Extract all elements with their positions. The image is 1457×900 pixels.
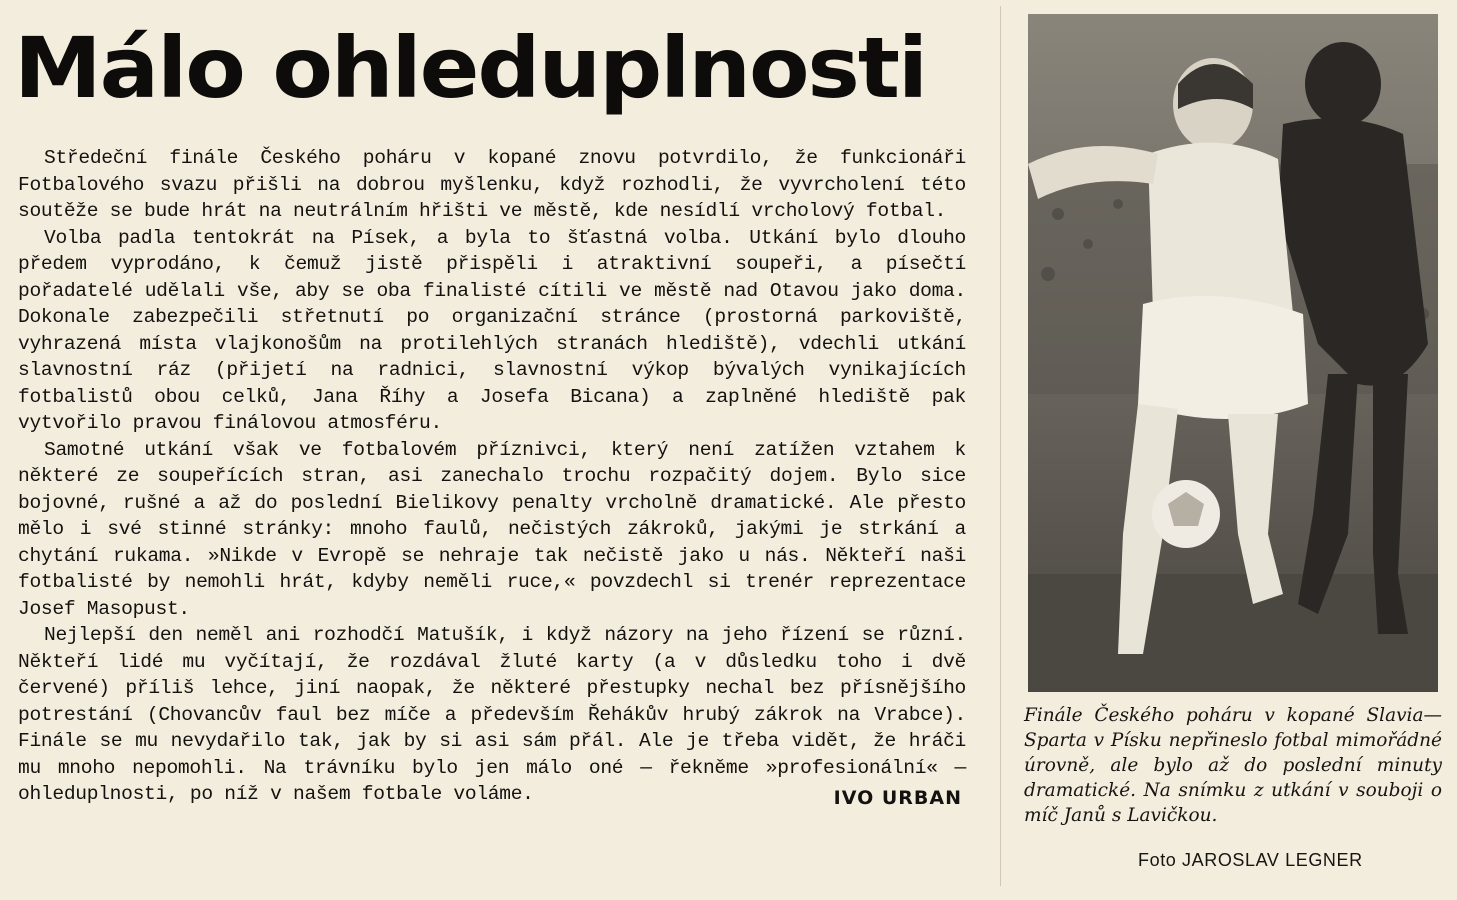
article-body <box>18 145 966 808</box>
article-paragraph: Volba padla tentokrát na Písek, a byla to šťastná volba. Utkání bylo dlouho předem vyprodáno, k čemuž jistě přispěli i atraktivní soupeři, a písečtí pořadatelé udělali vše, aby se oba finalisté cítili ve městě nad Otavou jako doma. Dokonale zabezpečili střetnutí po organizační stránce (prostorná parkoviště, vyhrazená místa vlajkonošům na protilehlých stranách hlediště), vdechli utkání slavnostní ráz (přijetí na radnici, slavnostní výkop bývalých vynikajících fotbalistů obou celků, Jana Říhy a Josefa Bicana) a zaplněné hlediště pak vytvořilo pravou finálovou atmosféru. <box>18 226 966 434</box>
photo-credit: Foto JAROSLAV LEGNER <box>1138 850 1363 870</box>
article-paragraph: Středeční finále Českého poháru v kopané znovu potvrdilo, že funkcionáři Fotbalového svazu přišli na dobrou myšlenku, když rozhodli, že vyvrcholení této soutěže se bude hrát na neutrálním hřišti ve městě, kde nesídlí vrcholový fotbal. <box>18 147 966 222</box>
match-photo <box>1028 14 1438 692</box>
photo-caption: Finále Českého poháru v kopané Slavia—Sparta v Písku nepřineslo fotbal mimořádné úrovně, ale bylo až do poslední minuty dramatické. Na snímku z utkání v souboji o míč Janů s Lavičkou. <box>1024 705 1442 826</box>
football-players-illustration <box>1028 14 1438 692</box>
article-paragraph: Samotné utkání však ve fotbalovém příznivci, který není zatížen vztahem k některé ze soupeřících stran, asi zanechalo trochu rozpačitý dojem. Bylo sice bojovné, rušné a až do poslední Bielikovy penalty vrcholně dramatické. Ale přesto mělo i své stinné stránky: mnoho faulů, nečistých zákroků, jakými je strkání a chytání rukama. »Nikde v Evropě se nehraje tak nečistě jako u nás. Někteří naši fotbalisté by nemohli hrát, kdyby neměli ruce,« povzdechl si trenér reprezentace Josef Masopust. <box>18 438 966 620</box>
column-divider <box>1000 6 1001 886</box>
headline: Málo ohleduplnosti <box>14 19 927 117</box>
author-byline: IVO URBAN <box>833 787 962 809</box>
article-paragraph: Nejlepší den neměl ani rozhodčí Matušík, i když názory na jeho řízení se různí. Někteří lidé mu vyčítají, že rozdával žluté karty (a v důsledku toho i dvě červené) příliš lehce, jiní naopak, že některé přestupky nechal bez přísnějšího potrestání (Chovancův faul bez míče a především Řehákův hrubý zákrok na Vrabce). Finále se mu nevydařilo tak, jak by si asi sám přál. Ale je třeba vidět, že hráči mu mnoho nepomohli. Na trávníku bylo jen málo oné — řekněme »profesionální« — ohleduplnosti, po níž v našem fotbale voláme. <box>18 624 966 805</box>
